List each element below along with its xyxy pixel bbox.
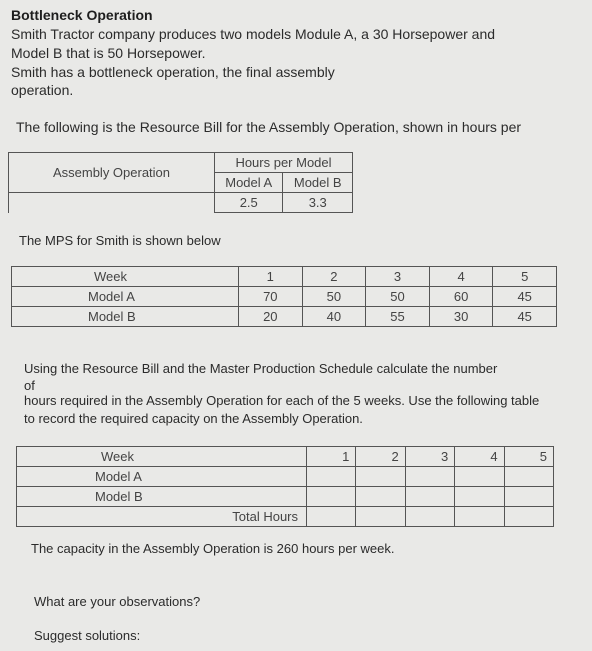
mps-cell: 30 <box>429 307 493 327</box>
instructions-line-1: Using the Resource Bill and the Master Production Schedule calculate the number <box>24 361 498 376</box>
capacity-model-a-label: Model A <box>17 467 307 487</box>
mps-cell: 50 <box>366 287 430 307</box>
capacity-input-cell[interactable] <box>504 487 553 507</box>
capacity-row-week <box>17 447 554 467</box>
capacity-week-header: 2 <box>356 447 405 467</box>
capacity-total-label: Total Hours <box>17 507 307 527</box>
mps-cell: 1 <box>239 267 303 287</box>
resource-val-model-a: 2.5 <box>215 193 283 213</box>
capacity-input-cell[interactable] <box>455 487 504 507</box>
instructions-line-4: to record the required capacity on the Assembly Operation. <box>24 411 363 426</box>
resource-bill-intro: The following is the Resource Bill for the Assembly Operation, shown in hours per <box>16 119 522 135</box>
capacity-model-b-label: Model B <box>17 487 307 507</box>
capacity-input-cell[interactable] <box>405 507 454 527</box>
mps-cell: 60 <box>429 287 493 307</box>
instructions-line-2: of <box>24 378 35 393</box>
resource-group-header: Hours per Model <box>215 153 353 173</box>
resource-empty-cell <box>9 193 215 213</box>
page-title: Bottleneck Operation <box>11 7 153 23</box>
mps-label: Week <box>12 267 239 287</box>
capacity-input-cell[interactable] <box>504 467 553 487</box>
capacity-input-cell[interactable] <box>455 467 504 487</box>
intro-line-4: operation. <box>11 82 74 98</box>
capacity-week-label: Week <box>17 447 307 467</box>
mps-cell: 50 <box>302 287 366 307</box>
mps-cell: 20 <box>239 307 303 327</box>
resource-col-model-a: Model A <box>215 173 283 193</box>
mps-cell: 4 <box>429 267 493 287</box>
question-observations: What are your observations? <box>34 594 201 609</box>
question-solutions: Suggest solutions: <box>34 628 141 643</box>
capacity-input-cell[interactable] <box>356 487 405 507</box>
mps-table <box>11 266 557 327</box>
capacity-input-cell[interactable] <box>356 507 405 527</box>
mps-cell: 45 <box>493 287 557 307</box>
mps-row-week <box>12 267 557 287</box>
resource-row-label: Assembly Operation <box>9 153 215 193</box>
mps-cell: 40 <box>302 307 366 327</box>
capacity-row-model-b <box>17 487 554 507</box>
capacity-input-cell[interactable] <box>405 467 454 487</box>
resource-bill-table <box>8 152 353 213</box>
capacity-week-header: 4 <box>455 447 504 467</box>
mps-label: Model A <box>12 287 239 307</box>
capacity-note: The capacity in the Assembly Operation is 260 hours per week. <box>31 541 395 556</box>
mps-cell: 3 <box>366 267 430 287</box>
capacity-input-cell[interactable] <box>405 487 454 507</box>
capacity-week-header: 3 <box>405 447 454 467</box>
intro-line-3: Smith has a bottleneck operation, the final assembly <box>11 64 335 80</box>
intro-line-2: Model B that is 50 Horsepower. <box>11 45 206 61</box>
mps-cell: 5 <box>493 267 557 287</box>
capacity-input-cell[interactable] <box>455 507 504 527</box>
instructions-line-3: hours required in the Assembly Operation for each of the 5 weeks. Use the following table <box>24 393 540 408</box>
capacity-input-cell[interactable] <box>307 467 356 487</box>
capacity-week-header: 1 <box>307 447 356 467</box>
mps-cell: 70 <box>239 287 303 307</box>
capacity-row-model-a <box>17 467 554 487</box>
capacity-input-cell[interactable] <box>307 487 356 507</box>
resource-col-model-b: Model B <box>283 173 353 193</box>
resource-val-model-b: 3.3 <box>283 193 353 213</box>
capacity-row-total <box>17 507 554 527</box>
capacity-input-cell[interactable] <box>356 467 405 487</box>
mps-cell: 45 <box>493 307 557 327</box>
capacity-table <box>16 446 554 527</box>
mps-intro: The MPS for Smith is shown below <box>19 233 221 248</box>
mps-row-model-a <box>12 287 557 307</box>
mps-cell: 2 <box>302 267 366 287</box>
mps-label: Model B <box>12 307 239 327</box>
capacity-week-header: 5 <box>504 447 553 467</box>
capacity-input-cell[interactable] <box>504 507 553 527</box>
capacity-input-cell[interactable] <box>307 507 356 527</box>
mps-row-model-b <box>12 307 557 327</box>
intro-line-1: Smith Tractor company produces two models Module A, a 30 Horsepower and <box>11 26 496 42</box>
mps-cell: 55 <box>366 307 430 327</box>
